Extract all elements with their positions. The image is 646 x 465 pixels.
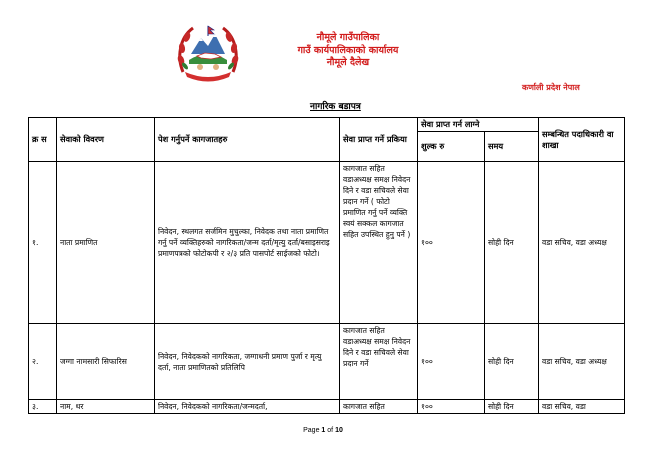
page-prefix: Page <box>303 427 320 434</box>
header-sn: क्र स <box>29 118 57 162</box>
header-service: सेवाको विवरण <box>57 118 155 162</box>
page-total: 10 <box>335 427 343 434</box>
row-documents: निवेदन, स्थलगत सर्जमिन मुचुल्का, निवेदक तथा नाता प्रमाणित गर्नु पर्ने व्यक्तिहरुको नागरिकता/जन्म दर्ता/मृत्यु दर्ता/बसाइसराइ प्रमाणपत्रको फोटोकपी र २/३ प्रति पासपोर्ट साईजको फोटो। <box>155 162 340 324</box>
header-documents: पेश गर्नुपर्ने कागजातहरु <box>155 118 340 162</box>
office-header <box>268 32 428 70</box>
row-time: सोही दिन <box>485 400 539 414</box>
header-official: सम्बन्धित पदाधिकारी वा शाखा <box>539 118 625 162</box>
row-sn: १. <box>29 162 57 324</box>
nepal-emblem-icon <box>175 20 241 82</box>
office-name: गाउँ कार्यपालिकाको कार्यालय <box>297 44 399 56</box>
page-title: नागरिक बडापत्र <box>310 102 361 112</box>
table-row <box>29 400 625 414</box>
row-process: कागजात सहित वडाअध्यक्ष समक्ष निवेदन दिने र वडा सचिवले सेवा प्रदान गर्ने ( फोटो प्रमाणित गर्नु पर्ने व्यक्ति स्वयं सक्कल कागजात सहित उपस्थित हुनु पर्ने ) <box>340 162 418 324</box>
row-official: वडा सचिव, वडा <box>539 400 625 414</box>
header-process: सेवा प्राप्त गर्ने प्रकिया <box>340 118 418 162</box>
page-of: of <box>327 427 334 434</box>
row-fee: १०० <box>418 324 485 400</box>
row-official: वडा सचिव, वडा अध्यक्ष <box>539 324 625 400</box>
header-time-group: सेवा प्राप्त गर्न लाग्ने <box>418 118 539 132</box>
header-fee: शुल्क रु <box>418 132 485 162</box>
row-sn: ३. <box>29 400 57 414</box>
row-time: सोही दिन <box>485 162 539 324</box>
row-fee: १०० <box>418 400 485 414</box>
row-time: सोही दिन <box>485 324 539 400</box>
office-location: नौमूले दैलेख <box>326 57 370 68</box>
page-footer <box>0 427 646 434</box>
row-fee: १०० <box>418 162 485 324</box>
row-service: जग्गा नामसारी सिफारिस <box>57 324 155 400</box>
header-time: समय <box>485 132 539 162</box>
province-label: कर्णाली प्रदेश नेपाल <box>522 83 580 92</box>
row-process: कागजात सहित वडाअध्यक्ष समक्ष निवेदन दिने र वडा सचिवले सेवा प्रदान गर्ने <box>340 324 418 400</box>
row-process: कागजात सहित <box>340 400 418 414</box>
row-sn: २. <box>29 324 57 400</box>
table-row <box>29 162 625 324</box>
row-documents: निवेदन, निवेदकको नागरिकता, जग्गाधनी प्रमाण पुर्जा र मृत्यु दर्ता, नाता प्रमाणितको प्रतिलिपि <box>155 324 340 400</box>
page-current: 1 <box>321 427 326 434</box>
table-row <box>29 324 625 400</box>
row-documents: निवेदन, निवेदकको नागरिकता/जन्मदर्ता, <box>155 400 340 414</box>
row-service: नाता प्रमाणित <box>57 162 155 324</box>
citizen-charter-table <box>28 117 625 414</box>
row-official: वडा सचिव, वडा अध्यक्ष <box>539 162 625 324</box>
row-service: नाम, थर <box>57 400 155 414</box>
municipality-name: नौमूले गाउँपालिका <box>316 32 380 43</box>
